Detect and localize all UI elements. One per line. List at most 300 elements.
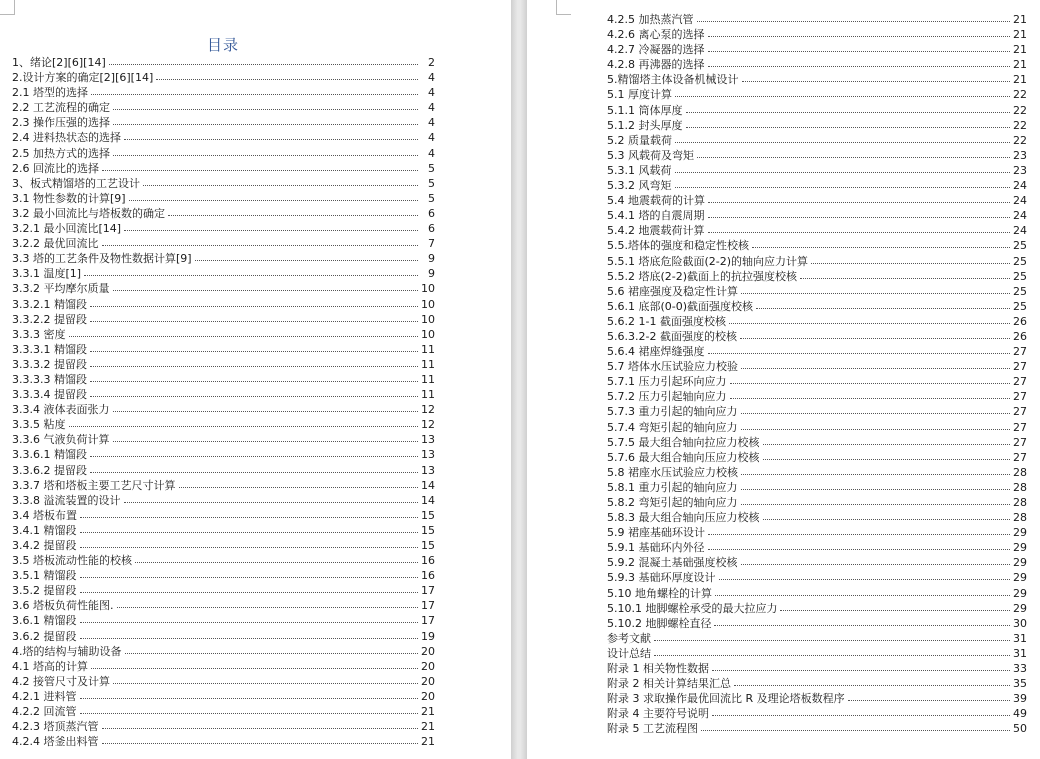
toc-entry-label: 附录 2 相关计算结果汇总 [607, 677, 731, 691]
toc-entry-label: 4.2 接管尺寸及计算 [12, 674, 110, 688]
toc-entry[interactable] [607, 269, 1027, 284]
toc-entry[interactable] [12, 372, 435, 387]
toc-entry[interactable] [12, 689, 435, 704]
toc-entry[interactable] [12, 508, 435, 523]
toc-entry[interactable] [12, 644, 435, 659]
toc-entry-label: 5.7 塔体水压试验应力校验 [607, 360, 738, 374]
toc-entry-page-number: 13 [421, 433, 435, 447]
toc-dot-leader [800, 269, 1010, 279]
toc-entry[interactable] [607, 57, 1027, 72]
toc-dot-leader [117, 598, 419, 608]
toc-entry[interactable] [607, 555, 1027, 570]
toc-entry-label: 3.5.1 精馏段 [12, 569, 77, 583]
toc-dot-leader [708, 525, 1010, 535]
toc-entry-page-number: 10 [421, 327, 435, 341]
toc-entry[interactable] [12, 613, 435, 628]
toc-entry-page-number: 24 [1013, 194, 1027, 208]
toc-entry-label: 3.1 物性参数的计算[9] [12, 191, 126, 205]
toc-dot-leader [113, 402, 419, 412]
toc-entry-label: 2.1 塔型的选择 [12, 86, 88, 100]
toc-dot-leader [195, 251, 418, 261]
toc-entry[interactable] [12, 70, 435, 85]
toc-entry-label: 3.3.5 粘度 [12, 418, 66, 432]
toc-entry[interactable] [607, 359, 1027, 374]
toc-dot-leader [124, 221, 418, 231]
toc-entry-page-number: 21 [421, 735, 435, 749]
crop-mark-top-left [0, 0, 15, 15]
toc-entry[interactable] [607, 404, 1027, 419]
toc-entry[interactable] [607, 299, 1027, 314]
toc-entry[interactable] [607, 465, 1027, 480]
toc-entry-page-number: 25 [1013, 284, 1027, 298]
toc-entry[interactable] [607, 178, 1027, 193]
toc-entry-label: 4.2.4 塔釜出料管 [12, 735, 99, 749]
toc-entry-page-number: 27 [1013, 435, 1027, 449]
toc-dot-leader [109, 55, 418, 65]
toc-entry[interactable] [607, 208, 1027, 223]
toc-dot-leader [69, 327, 419, 337]
toc-entry[interactable] [607, 706, 1027, 721]
toc-entry-page-number: 22 [1013, 88, 1027, 102]
toc-entry[interactable] [12, 161, 435, 176]
toc-entry-page-number: 29 [1013, 586, 1027, 600]
toc-entry-label: 5.10.2 地脚螺栓直径 [607, 616, 712, 630]
toc-entry-page-number: 4 [428, 131, 435, 145]
toc-entry-label: 5.6 裙座强度及稳定性计算 [607, 284, 738, 298]
toc-entry-page-number: 27 [1013, 450, 1027, 464]
toc-entry[interactable] [607, 284, 1027, 299]
toc-entry-label: 附录 3 求取操作最优回流比 R 及理论塔板数程序 [607, 692, 845, 706]
toc-entry-page-number: 10 [421, 282, 435, 296]
toc-entry-page-number: 21 [1013, 13, 1027, 26]
toc-dot-leader [124, 130, 418, 140]
toc-dot-leader [90, 372, 418, 382]
toc-entry-page-number: 17 [421, 584, 435, 598]
toc-entry[interactable] [607, 12, 1027, 27]
toc-entry-label: 5.9.3 基础环厚度设计 [607, 571, 716, 585]
toc-entry-label: 3.6.1 精馏段 [12, 614, 77, 628]
toc-entry[interactable] [12, 312, 435, 327]
toc-entry-page-number: 28 [1013, 465, 1027, 479]
toc-dot-leader [708, 193, 1010, 203]
toc-entry-page-number: 27 [1013, 375, 1027, 389]
toc-dot-leader [91, 659, 418, 669]
toc-dot-leader [90, 342, 418, 352]
toc-entry-label: 5.10.1 地脚螺栓承受的最大拉应力 [607, 601, 778, 615]
toc-entry[interactable] [607, 163, 1027, 178]
toc-dot-leader [654, 631, 1010, 641]
toc-entry[interactable] [12, 447, 435, 462]
toc-entry-page-number: 25 [1013, 299, 1027, 313]
toc-entry-label: 5.4.2 地震载荷计算 [607, 224, 705, 238]
toc-entry-page-number: 11 [421, 357, 435, 371]
toc-dot-leader [102, 236, 419, 246]
toc-entry-page-number: 28 [1013, 511, 1027, 525]
toc-entry-label: 3.3.2.2 提留段 [12, 312, 87, 326]
toc-entry-page-number: 20 [421, 674, 435, 688]
toc-dot-leader [143, 176, 418, 186]
document-page-right [527, 0, 1040, 759]
toc-dot-leader [741, 495, 1011, 505]
toc-entry-label: 2.3 操作压强的选择 [12, 116, 110, 130]
toc-entry-label: 5.7.6 最大组合轴向压应力校核 [607, 450, 760, 464]
toc-dot-leader [740, 329, 1010, 339]
toc-entry-page-number: 16 [421, 554, 435, 568]
toc-entry[interactable] [12, 734, 435, 749]
toc-entry-page-number: 21 [1013, 43, 1027, 57]
toc-entry-page-number: 27 [1013, 360, 1027, 374]
toc-list-right [607, 12, 1027, 737]
toc-entry[interactable] [607, 103, 1027, 118]
toc-entry-label: 5.精馏塔主体设备机械设计 [607, 73, 739, 87]
toc-entry-label: 4.1 塔高的计算 [12, 659, 88, 673]
toc-entry[interactable] [607, 525, 1027, 540]
toc-entry-page-number: 27 [1013, 405, 1027, 419]
toc-entry-label: 4.2.1 进料管 [12, 689, 77, 703]
toc-entry-label: 3.6 塔板负荷性能图. [12, 599, 114, 613]
toc-entry-page-number: 49 [1013, 707, 1027, 721]
toc-entry-label: 参考文献 [607, 631, 651, 645]
toc-entry[interactable] [607, 420, 1027, 435]
toc-dot-leader [90, 357, 418, 367]
toc-entry[interactable] [607, 646, 1027, 661]
toc-dot-leader [84, 266, 418, 276]
toc-dot-leader [80, 629, 419, 639]
toc-dot-leader [811, 254, 1010, 264]
toc-dot-leader [686, 118, 1011, 128]
toc-entry[interactable] [12, 130, 435, 145]
toc-entry[interactable] [12, 251, 435, 266]
toc-entry-page-number: 11 [421, 342, 435, 356]
toc-entry-page-number: 4 [428, 86, 435, 100]
toc-entry-page-number: 4 [428, 101, 435, 115]
toc-dot-leader [80, 568, 419, 578]
toc-entry[interactable] [12, 115, 435, 130]
toc-entry[interactable] [12, 659, 435, 674]
toc-dot-leader [90, 463, 418, 473]
toc-entry[interactable] [607, 389, 1027, 404]
toc-entry[interactable] [12, 357, 435, 372]
toc-entry[interactable] [607, 616, 1027, 631]
toc-entry-label: 3.3.4 液体表面张力 [12, 403, 110, 417]
toc-entry[interactable] [607, 586, 1027, 601]
toc-entry-page-number: 20 [421, 659, 435, 673]
toc-entry-label: 5.3.2 风弯矩 [607, 179, 672, 193]
toc-entry-label: 5.7.1 压力引起环向应力 [607, 375, 727, 389]
toc-entry[interactable] [12, 266, 435, 281]
toc-dot-leader [752, 238, 1010, 248]
toc-entry-label: 5.6.4 裙座焊缝强度 [607, 345, 705, 359]
toc-dot-leader [697, 12, 1011, 22]
toc-entry[interactable] [12, 100, 435, 115]
toc-entry[interactable] [607, 435, 1027, 450]
toc-entry-label: 5.9.1 基础环内外径 [607, 541, 705, 555]
toc-entry[interactable] [607, 254, 1027, 269]
toc-entry[interactable] [12, 281, 435, 296]
toc-entry[interactable] [607, 27, 1027, 42]
toc-entry-label: 3.6.2 提留段 [12, 629, 77, 643]
toc-dot-leader [91, 85, 418, 95]
toc-entry-page-number: 19 [421, 629, 435, 643]
toc-entry[interactable] [607, 72, 1027, 87]
toc-dot-leader [719, 570, 1011, 580]
toc-entry-page-number: 25 [1013, 269, 1027, 283]
toc-entry-page-number: 29 [1013, 541, 1027, 555]
toc-dot-leader [741, 480, 1011, 490]
toc-entry-page-number: 31 [1013, 631, 1027, 645]
toc-entry[interactable] [607, 510, 1027, 525]
toc-dot-leader [741, 404, 1011, 414]
toc-entry-label: 3.3.6.1 精馏段 [12, 448, 87, 462]
toc-dot-leader [80, 508, 418, 518]
toc-dot-leader [780, 601, 1010, 611]
toc-dot-leader [763, 435, 1011, 445]
toc-entry[interactable] [12, 432, 435, 447]
toc-entry-page-number: 17 [421, 599, 435, 613]
toc-dot-leader [675, 133, 1010, 143]
toc-entry-page-number: 4 [428, 71, 435, 85]
toc-entry-label: 5.5.1 塔底危险截面(2-2)的轴向应力计算 [607, 254, 809, 268]
toc-entry[interactable] [607, 148, 1027, 163]
toc-entry[interactable] [607, 661, 1027, 676]
toc-entry[interactable] [607, 691, 1027, 706]
toc-entry-label: 3.5.2 提留段 [12, 584, 77, 598]
toc-entry-label: 5.5.2 塔底(2-2)截面上的抗拉强度校核 [607, 269, 798, 283]
toc-entry[interactable] [12, 297, 435, 312]
toc-entry-page-number: 26 [1013, 329, 1027, 343]
toc-entry[interactable] [12, 417, 435, 432]
toc-entry-label: 3.3.2 平均摩尔质量 [12, 282, 110, 296]
toc-entry-label: 2.5 加热方式的选择 [12, 146, 110, 160]
toc-dot-leader [708, 57, 1011, 67]
toc-entry-page-number: 4 [428, 116, 435, 130]
toc-dot-leader [741, 420, 1011, 430]
toc-entry[interactable] [12, 553, 435, 568]
toc-entry[interactable] [607, 540, 1027, 555]
toc-entry[interactable] [607, 495, 1027, 510]
toc-entry-label: 5.8.3 最大组合轴向压应力校核 [607, 511, 760, 525]
toc-entry[interactable] [607, 238, 1027, 253]
toc-entry-page-number: 29 [1013, 556, 1027, 570]
toc-dot-leader [708, 27, 1011, 37]
toc-dot-leader [712, 661, 1010, 671]
toc-entry[interactable] [12, 387, 435, 402]
toc-entry-page-number: 29 [1013, 571, 1027, 585]
toc-entry[interactable] [607, 601, 1027, 616]
toc-entry-label: 5.2 质量载荷 [607, 133, 672, 147]
toc-entry[interactable] [12, 523, 435, 538]
toc-entry-label: 3.3.3.2 提留段 [12, 357, 87, 371]
toc-entry-label: 5.6.2 1-1 截面强度校核 [607, 314, 726, 328]
toc-entry[interactable] [607, 676, 1027, 691]
toc-entry[interactable] [12, 221, 435, 236]
toc-entry[interactable] [607, 329, 1027, 344]
toc-entry-label: 4.2.2 回流管 [12, 705, 77, 719]
toc-entry-label: 3.3.2.1 精馏段 [12, 297, 87, 311]
toc-entry-label: 4.2.8 再沸器的选择 [607, 58, 705, 72]
toc-dot-leader [102, 161, 418, 171]
toc-dot-leader [90, 297, 418, 307]
toc-entry-page-number: 21 [1013, 58, 1027, 72]
toc-entry[interactable] [12, 402, 435, 417]
toc-entry-page-number: 24 [1013, 209, 1027, 223]
toc-entry-page-number: 35 [1013, 677, 1027, 691]
toc-entry-page-number: 22 [1013, 103, 1027, 117]
toc-entry[interactable] [12, 629, 435, 644]
toc-entry-page-number: 11 [421, 372, 435, 386]
toc-entry-label: 5.8 裙座水压试验应力校核 [607, 465, 738, 479]
toc-dot-leader [80, 704, 419, 714]
toc-dot-leader [124, 493, 419, 503]
toc-entry[interactable] [12, 55, 435, 70]
toc-entry[interactable] [607, 118, 1027, 133]
toc-entry-label: 3.4.2 提留段 [12, 539, 77, 552]
toc-entry[interactable] [607, 193, 1027, 208]
toc-entry-label: 5.8.1 重力引起的轴向应力 [607, 480, 738, 494]
toc-entry[interactable] [12, 493, 435, 508]
toc-dot-leader [730, 374, 1011, 384]
toc-entry[interactable] [12, 176, 435, 191]
toc-entry-label: 5.9 裙座基础环设计 [607, 526, 705, 540]
toc-entry-page-number: 26 [1013, 314, 1027, 328]
toc-entry[interactable] [12, 206, 435, 221]
toc-entry-page-number: 9 [428, 267, 435, 281]
toc-entry-label: 附录 1 相关物性数据 [607, 662, 709, 676]
toc-entry-label: 5.1 厚度计算 [607, 88, 672, 102]
toc-entry-label: 5.6.1 底部(0-0)截面强度校核 [607, 299, 754, 313]
toc-entry[interactable] [12, 463, 435, 478]
toc-entry-label: 附录 4 主要符号说明 [607, 707, 709, 721]
document-page-left [0, 0, 511, 759]
toc-dot-leader [125, 644, 419, 654]
toc-dot-leader [686, 103, 1011, 113]
toc-dot-leader [675, 163, 1011, 173]
toc-entry-label: 5.10 地角螺栓的计算 [607, 586, 712, 600]
toc-entry-page-number: 28 [1013, 480, 1027, 494]
toc-entry-label: 5.6.3.2-2 截面强度的校核 [607, 329, 737, 343]
toc-entry[interactable] [12, 478, 435, 493]
toc-dot-leader [102, 719, 419, 729]
toc-entry-label: 2.4 进料热状态的选择 [12, 131, 121, 145]
toc-entry[interactable] [12, 236, 435, 251]
toc-entry-page-number: 16 [421, 569, 435, 583]
toc-dot-leader [69, 417, 419, 427]
toc-entry[interactable] [12, 538, 435, 553]
toc-entry[interactable] [607, 314, 1027, 329]
toc-entry-label: 3、板式精馏塔的工艺设计 [12, 176, 140, 190]
toc-entry-label: 设计总结 [607, 646, 651, 660]
toc-entry[interactable] [12, 598, 435, 613]
toc-entry-page-number: 39 [1013, 692, 1027, 706]
toc-entry-label: 3.3.3.1 精馏段 [12, 342, 87, 356]
toc-entry-page-number: 11 [421, 388, 435, 402]
toc-entry[interactable] [12, 85, 435, 100]
toc-entry-page-number: 5 [428, 191, 435, 205]
toc-dot-leader [80, 523, 419, 533]
toc-entry-label: 5.4 地震载荷的计算 [607, 194, 705, 208]
toc-entry[interactable] [12, 674, 435, 689]
toc-entry-page-number: 22 [1013, 118, 1027, 132]
toc-entry-label: 3.2.1 最小回流比[14] [12, 222, 122, 236]
toc-entry-label: 5.3.1 风载荷 [607, 163, 672, 177]
toc-entry-page-number: 50 [1013, 722, 1027, 736]
toc-entry-label: 5.5.塔体的强度和稳定性校核 [607, 239, 749, 253]
toc-entry[interactable] [607, 133, 1027, 148]
toc-entry-label: 3.3.3 密度 [12, 327, 66, 341]
toc-entry[interactable] [607, 87, 1027, 102]
toc-dot-leader [80, 583, 419, 593]
toc-entry[interactable] [607, 450, 1027, 465]
toc-entry[interactable] [12, 568, 435, 583]
toc-entry[interactable] [12, 191, 435, 206]
toc-entry[interactable] [607, 223, 1027, 238]
toc-entry[interactable] [12, 704, 435, 719]
toc-entry[interactable] [607, 570, 1027, 585]
toc-entry-page-number: 14 [421, 478, 435, 492]
toc-entry-page-number: 12 [421, 418, 435, 432]
toc-dot-leader [113, 281, 419, 291]
toc-entry-page-number: 33 [1013, 662, 1027, 676]
toc-entry-page-number: 23 [1013, 148, 1027, 162]
toc-entry-label: 5.1.1 筒体厚度 [607, 103, 683, 117]
toc-entry-page-number: 27 [1013, 420, 1027, 434]
toc-dot-leader [80, 538, 419, 548]
toc-entry-page-number: 4 [428, 146, 435, 160]
toc-dot-leader [179, 478, 419, 488]
toc-dot-leader [730, 389, 1011, 399]
toc-entry-page-number: 24 [1013, 179, 1027, 193]
toc-dot-leader [848, 691, 1010, 701]
toc-entry-label: 4.塔的结构与辅助设备 [12, 644, 122, 658]
toc-entry-page-number: 5 [428, 161, 435, 175]
toc-entry-page-number: 23 [1013, 163, 1027, 177]
toc-entry-label: 4.2.7 冷凝器的选择 [607, 43, 705, 57]
toc-entry-label: 1、绪论[2][6][14] [12, 56, 106, 69]
toc-entry[interactable] [12, 342, 435, 357]
toc-entry[interactable] [607, 480, 1027, 495]
toc-entry[interactable] [607, 631, 1027, 646]
toc-entry-label: 4.2.3 塔顶蒸汽管 [12, 720, 99, 734]
toc-entry[interactable] [607, 721, 1027, 736]
toc-entry-label: 5.8.2 弯矩引起的轴向应力 [607, 496, 738, 509]
toc-entry-label: 3.5 塔板流动性能的校核 [12, 554, 132, 568]
toc-entry[interactable] [12, 327, 435, 342]
toc-entry-page-number: 29 [1013, 526, 1027, 540]
toc-entry[interactable] [607, 374, 1027, 389]
toc-entry[interactable] [607, 42, 1027, 57]
toc-entry-page-number: 7 [428, 237, 435, 251]
toc-dot-leader [701, 721, 1010, 731]
toc-dot-leader [135, 553, 418, 563]
toc-entry-page-number: 20 [421, 689, 435, 703]
toc-entry-label: 3.3.8 溢流装置的设计 [12, 493, 121, 507]
toc-entry-label: 2.6 回流比的选择 [12, 161, 99, 175]
toc-entry[interactable] [12, 146, 435, 161]
toc-entry-page-number: 2 [428, 56, 435, 69]
toc-entry[interactable] [12, 719, 435, 734]
toc-entry-label: 3.3.6 气液负荷计算 [12, 433, 110, 447]
toc-dot-leader [708, 540, 1011, 550]
toc-entry-page-number: 13 [421, 448, 435, 462]
toc-entry-page-number: 25 [1013, 239, 1027, 253]
toc-entry[interactable] [607, 344, 1027, 359]
toc-entry[interactable] [12, 583, 435, 598]
toc-dot-leader [741, 465, 1010, 475]
toc-entry-page-number: 21 [1013, 73, 1027, 87]
toc-entry-page-number: 22 [1013, 133, 1027, 147]
toc-entry-label: 4.2.6 离心泵的选择 [607, 28, 705, 42]
toc-dot-leader [708, 223, 1011, 233]
